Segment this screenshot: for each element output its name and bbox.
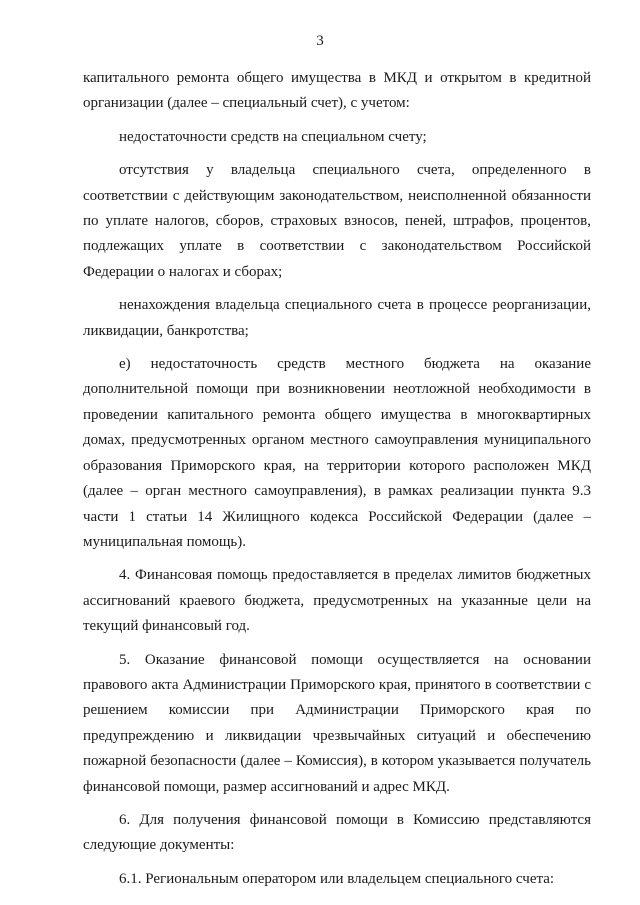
paragraph-item-6-1: 6.1. Региональным оператором или владельцем специального счета: bbox=[119, 870, 555, 887]
paragraph-item-e: е) недостаточность средств местного бюджета на оказание дополнительной помощи при возникновении неотложной необходимости в проведении капитального ремонта общего имущества в многоквартирных домах, предусмотренных органом местного самоуправления муниципального образования Приморского края, на территории которого расположен МКД (далее – орган местного самоуправления), в рамках реализации пункта 9.3 части 1 статьи 14 Жилищного кодекса Российской Федерации (далее – муниципальная помощь). bbox=[83, 356, 591, 550]
paragraph-continuation: капитального ремонта общего имущества в МКД и открытом в кредитной организации (далее – специальный счет), с учетом: bbox=[83, 70, 591, 112]
paragraph-insufficient-funds: недостаточности средств на специальном счету; bbox=[119, 128, 427, 145]
paragraph-item-6: 6. Для получения финансовой помощи в Комиссию представляются следующие документы: bbox=[83, 811, 591, 854]
page-number: 3 bbox=[316, 33, 324, 49]
paragraph-item-4: 4. Финансовая помощь предоставляется в пределах лимитов бюджетных ассигнований краевого бюджета, предусмотренных на указанные цели на текущий финансовый год. bbox=[83, 567, 591, 635]
document-body bbox=[83, 66, 591, 892]
paragraph-no-tax-debt: отсутствия у владельца специального счета, определенного в соответствии с действующим законодательством, неисполненной обязанности по уплате налогов, сборов, страховых взносов, пеней, штрафов, процентов, подлежащих уплате в соответствии с законодательством Российской Федерации о налогах и сборах; bbox=[83, 162, 591, 280]
paragraph-item-5: 5. Оказание финансовой помощи осуществляется на основании правового акта Администрации Приморского края, принятого в соответствии с решением комиссии при Администрации Приморского края по предупреждению и ликвидации чрезвычайных ситуаций и обеспечению пожарной безопасности (далее – Комиссия), в котором указывается получатель финансовой помощи, размер ассигнований и адрес МКД. bbox=[83, 651, 591, 795]
paragraph-no-reorganization: ненахождения владельца специального счета в процессе реорганизации, ликвидации, банкротства; bbox=[83, 297, 591, 339]
